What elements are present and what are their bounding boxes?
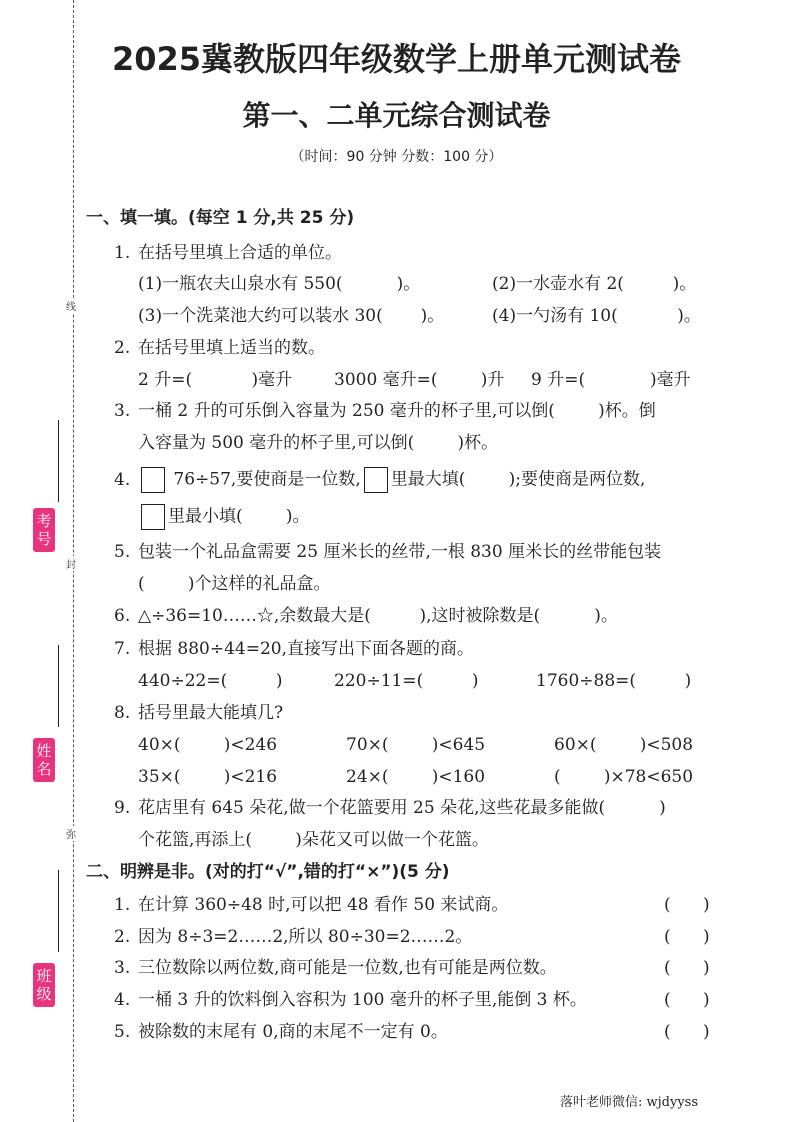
q-number: 5.	[114, 1022, 131, 1042]
q-number: 7.	[114, 639, 131, 659]
page-title: 2025冀教版四年级数学上册单元测试卷	[111, 40, 682, 78]
q-number: 9.	[114, 798, 131, 818]
judge-item-text: 三位数除以两位数,商可能是一位数,也有可能是两位数。	[138, 958, 557, 978]
q8-item: ( )×78<650	[554, 767, 694, 787]
q4-line2	[138, 504, 310, 530]
q4-blank-box[interactable]	[141, 467, 165, 493]
q8-item: 70×( )<645	[346, 735, 486, 755]
q7-a: 440÷22=( )	[138, 671, 283, 691]
margin-mark-line: 线	[66, 298, 76, 313]
exam-info: （时间：90 分钟 分数：100 分）	[290, 149, 503, 165]
q3-text2: 入容量为 500 毫升的杯子里,可以倒( )杯。	[138, 433, 499, 453]
q4-blank-box[interactable]	[364, 467, 388, 493]
judge-answer-blank[interactable]: ( )	[664, 927, 710, 947]
q9-text2: 个花篮,再添上( )朵花又可以做一个花篮。	[138, 830, 489, 850]
q2-b: 3000 毫升=( )升	[334, 370, 505, 390]
q-number: 8.	[114, 703, 131, 723]
judge-item-text: 因为 8÷3=2……2,所以 80÷30=2……2。	[138, 927, 473, 947]
q2-a: 2 升=( )毫升	[138, 370, 293, 390]
class-label: 班级	[33, 963, 55, 1007]
q8-text: 括号里最大能填几?	[138, 703, 284, 723]
q4-blank-box[interactable]	[141, 504, 165, 530]
q-number: 1.	[114, 243, 131, 263]
q8-item: 60×( )<508	[554, 735, 694, 755]
q5-text2: ( )个这样的礼品盒。	[138, 574, 331, 594]
margin-mark-seal: 封	[66, 556, 76, 571]
judge-item-text: 一桶 3 升的饮料倒入容积为 100 毫升的杯子里,能倒 3 杯。	[138, 990, 587, 1010]
q6-text: △÷36=10……☆,余数最大是( ),这时被除数是( )。	[138, 606, 618, 626]
exam-number-label: 考号	[33, 508, 55, 552]
q8-item: 24×( )<160	[346, 767, 486, 787]
q8-item: 40×( )<246	[138, 735, 278, 755]
q1-b: (2)一水壶水有 2( )。	[492, 274, 697, 294]
q1-d: (4)一勺汤有 10( )。	[492, 306, 701, 326]
judge-item-text: 在计算 360÷48 时,可以把 48 看作 50 来试商。	[138, 895, 509, 915]
q-number: 4.	[114, 990, 131, 1010]
q1-text: 在括号里填上合适的单位。	[138, 243, 342, 263]
q5-text: 包装一个礼品盒需要 25 厘米长的丝带,一根 830 厘米长的丝带能包装	[138, 542, 662, 562]
judge-answer-blank[interactable]: ( )	[664, 1022, 710, 1042]
name-write-line[interactable]	[58, 645, 59, 727]
section1-heading: 一、填一填。(每空 1 分,共 25 分)	[86, 208, 355, 228]
q9-text: 花店里有 645 朵花,做一个花篮要用 25 朵花,这些花最多能做( )	[138, 798, 666, 818]
q-number: 6.	[114, 606, 131, 626]
q-number: 1.	[114, 895, 131, 915]
q7-text: 根据 880÷44=20,直接写出下面各题的商。	[138, 639, 475, 659]
q-number: 2.	[114, 338, 131, 358]
q4-c: 里最小填( )。	[168, 506, 310, 527]
q-number: 2.	[114, 927, 131, 947]
q-number: 4.	[114, 470, 131, 490]
q4-b: 里最大填( );要使商是两位数,	[390, 469, 646, 490]
q7-c: 1760÷88=( )	[536, 671, 692, 691]
q1-a: (1)一瓶农夫山泉水有 550( )。	[138, 274, 421, 294]
q4-a: 76÷57,要使商是一位数,	[173, 469, 361, 490]
q2-c: 9 升=( )毫升	[531, 370, 691, 390]
exam-number-write-line[interactable]	[58, 420, 59, 502]
q-number: 5.	[114, 542, 131, 562]
q1-c: (3)一个洗菜池大约可以装水 30( )。	[138, 306, 445, 326]
section2-heading: 二、明辨是非。(对的打“√”,错的打“×”)(5 分)	[86, 862, 450, 882]
q2-text: 在括号里填上适当的数。	[138, 338, 325, 358]
q-number: 3.	[114, 958, 131, 978]
q3-text: 一桶 2 升的可乐倒入容量为 250 毫升的杯子里,可以倒( )杯。倒	[138, 401, 656, 421]
q8-item: 35×( )<216	[138, 767, 278, 787]
q-number: 3.	[114, 401, 131, 421]
footer-contact: 落叶老师微信: wjdyyss	[560, 1095, 699, 1110]
margin-mark-close: 弥	[66, 826, 76, 841]
name-label: 姓名	[33, 738, 55, 782]
judge-answer-blank[interactable]: ( )	[664, 895, 710, 915]
judge-answer-blank[interactable]: ( )	[664, 958, 710, 978]
judge-answer-blank[interactable]: ( )	[664, 990, 710, 1010]
q4-line1	[138, 467, 645, 493]
q7-b: 220÷11=( )	[334, 671, 479, 691]
judge-item-text: 被除数的末尾有 0,商的末尾不一定有 0。	[138, 1022, 448, 1042]
class-write-line[interactable]	[58, 870, 59, 952]
page-subtitle: 第一、二单元综合测试卷	[242, 99, 551, 132]
